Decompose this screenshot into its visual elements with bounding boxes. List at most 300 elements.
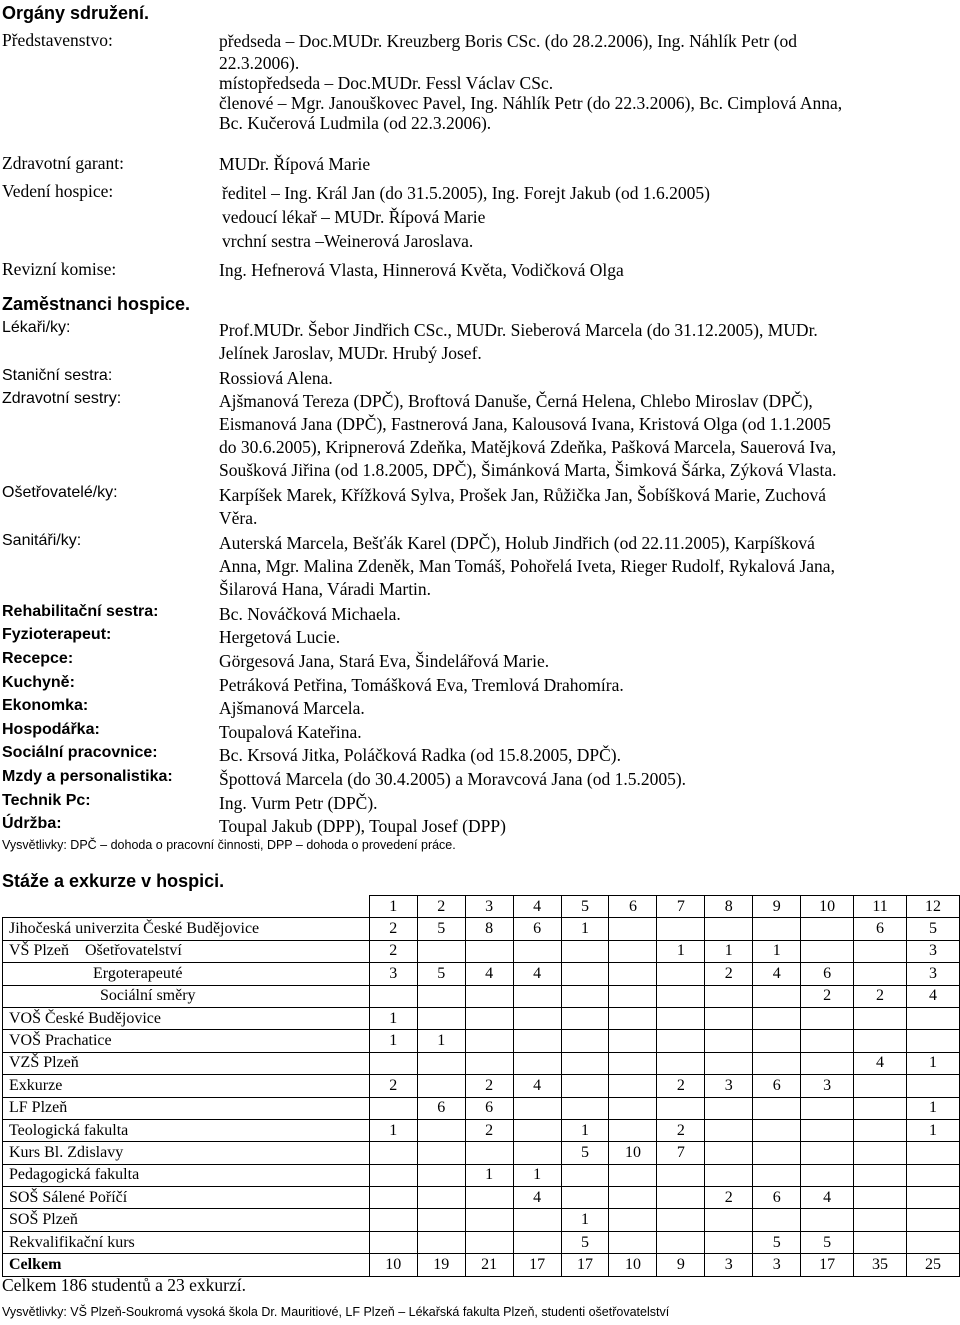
table-cell <box>465 1142 513 1164</box>
table-cell: 1 <box>369 1007 417 1029</box>
table-cell <box>609 940 657 962</box>
value-line: Toupalová Kateřina. <box>219 722 362 742</box>
row-value <box>219 697 365 720</box>
table-cell <box>561 1164 609 1186</box>
table-cell: 10 <box>609 1142 657 1164</box>
row-label: Ekonomka: <box>2 697 89 714</box>
table-cell <box>369 1231 417 1253</box>
table-cell: 1 <box>561 918 609 940</box>
row-value <box>219 674 624 697</box>
column-header: 5 <box>561 896 609 918</box>
table-cell <box>609 1030 657 1052</box>
table-cell: 1 <box>705 940 753 962</box>
table-cell: 3 <box>705 1075 753 1097</box>
table-cell <box>609 985 657 1007</box>
table-cell: 1 <box>753 940 801 962</box>
table-row <box>3 1187 960 1209</box>
table-cell <box>801 1052 854 1074</box>
table-cell <box>609 1075 657 1097</box>
value-line: Ajšmanová Marcela. <box>219 698 365 718</box>
column-header: 11 <box>854 896 907 918</box>
column-header: 4 <box>513 896 561 918</box>
row-label: Představenstvo: <box>2 30 113 50</box>
table-cell <box>705 1097 753 1119</box>
value-line: Ing. Hefnerová Vlasta, Hinnerová Květa, Vodičková Olga <box>219 260 624 280</box>
row-label <box>3 1030 370 1052</box>
table-cell <box>854 1209 907 1231</box>
table-cell <box>609 1119 657 1141</box>
column-header: 3 <box>465 896 513 918</box>
row-label: Mzdy a personalistika: <box>2 768 173 785</box>
table-cell: 2 <box>369 918 417 940</box>
table-cell: 3 <box>705 1254 753 1276</box>
value-line: Ajšmanová Tereza (DPČ), Broftová Danuše, Černá Helena, Chlebo Miroslav (DPČ), <box>219 391 813 411</box>
row-label: Sanitáři/ky: <box>2 532 82 549</box>
row-label-text: VZŠ Plzeň <box>9 1054 79 1072</box>
table-cell <box>854 940 907 962</box>
column-header: 8 <box>705 896 753 918</box>
row-value <box>219 626 340 649</box>
row-value <box>219 532 835 601</box>
table-cell <box>609 1231 657 1253</box>
table-cell: 6 <box>417 1097 465 1119</box>
table-row <box>3 1209 960 1231</box>
row-label <box>3 1254 370 1276</box>
table-cell <box>753 1052 801 1074</box>
row-label: Hospodářka: <box>2 721 100 738</box>
value-line: členové – Mgr. Janouškovec Pavel, Ing. Náhlík Petr (do 22.3.2006), Bc. Cimplová Anna, <box>219 93 843 113</box>
value-line: 22.3.2006). <box>219 53 300 73</box>
row-value <box>219 484 826 530</box>
table-cell <box>513 1209 561 1231</box>
table-cell <box>801 1209 854 1231</box>
internships-table <box>2 895 960 1277</box>
row-label <box>3 1075 370 1097</box>
table-cell: 3 <box>907 940 960 962</box>
row-label <box>3 1007 370 1029</box>
table-cell: 4 <box>513 1187 561 1209</box>
table-cell <box>465 1187 513 1209</box>
table-row <box>3 1164 960 1186</box>
row-sublabel-text: Ošetřovatelství <box>85 942 182 960</box>
row-label-text: VOŠ České Budějovice <box>9 1009 161 1027</box>
row-label: Fyzioterapeut: <box>2 626 112 643</box>
table-cell: 9 <box>657 1254 705 1276</box>
table-cell <box>801 1142 854 1164</box>
table-cell: 5 <box>907 918 960 940</box>
row-label-text: VOŠ Prachatice <box>9 1032 112 1050</box>
table-cell <box>753 1030 801 1052</box>
table-cell <box>907 1075 960 1097</box>
table-cell: 4 <box>907 985 960 1007</box>
table-row <box>3 1007 960 1029</box>
row-label: Zdravotní garant: <box>2 153 124 173</box>
table-cell <box>801 1119 854 1141</box>
row-label: Sociální pracovnice: <box>2 744 158 761</box>
row-value <box>219 153 370 176</box>
row-value <box>219 792 378 815</box>
table-cell <box>561 1075 609 1097</box>
table-cell <box>753 1209 801 1231</box>
table-cell <box>465 985 513 1007</box>
table-cell <box>753 1142 801 1164</box>
value-line: Görgesová Jana, Stará Eva, Šindelářová Marie. <box>219 651 550 671</box>
table-cell <box>657 1187 705 1209</box>
table-cell <box>801 940 854 962</box>
table-cell <box>753 1164 801 1186</box>
row-label-text: SOŠ Plzeň <box>9 1211 78 1229</box>
column-header: 12 <box>907 896 960 918</box>
column-header: 1 <box>369 896 417 918</box>
table-cell <box>705 985 753 1007</box>
staff-heading: Zaměstnanci hospice. <box>2 294 191 314</box>
row-label <box>3 1209 370 1231</box>
table-cell: 4 <box>854 1052 907 1074</box>
row-label <box>3 1231 370 1253</box>
row-label: Lékaři/ky: <box>2 319 71 336</box>
table-header-row <box>3 896 960 918</box>
table-cell <box>609 1052 657 1074</box>
table-cell <box>854 1119 907 1141</box>
row-value <box>219 30 842 133</box>
table-cell <box>753 918 801 940</box>
table-cell <box>907 1142 960 1164</box>
row-label <box>3 1119 370 1141</box>
row-label-text: Exkurze <box>9 1076 63 1094</box>
table-cell <box>417 940 465 962</box>
table-row <box>3 1030 960 1052</box>
table-cell: 17 <box>561 1254 609 1276</box>
table-cell: 4 <box>513 963 561 985</box>
column-header: 7 <box>657 896 705 918</box>
table-cell: 3 <box>369 963 417 985</box>
table-cell <box>369 1052 417 1074</box>
table-cell: 25 <box>907 1254 960 1276</box>
table-cell: 5 <box>561 1231 609 1253</box>
table-cell <box>513 940 561 962</box>
row-value <box>219 768 686 791</box>
row-label <box>3 1164 370 1186</box>
value-line: Prof.MUDr. Šebor Jindřich CSc., MUDr. Sieberová Marcela (do 31.12.2005), MUDr. <box>219 320 818 340</box>
row-label-text: Teologická fakulta <box>9 1121 129 1139</box>
value-line: Věra. <box>219 508 258 528</box>
internships-heading: Stáže a exkurze v hospici. <box>2 871 225 891</box>
table-cell <box>854 1231 907 1253</box>
table-cell <box>657 1231 705 1253</box>
table-cell <box>369 1097 417 1119</box>
table-cell <box>753 1007 801 1029</box>
table-cell: 35 <box>854 1254 907 1276</box>
row-value <box>219 744 621 767</box>
table-cell <box>854 1007 907 1029</box>
value-line: Eismanová Jana (DPČ), Fastnerová Jana, Kalousová Ivana, Kristová Olga (od 1.1.2005 <box>219 414 831 434</box>
table-cell: 4 <box>753 963 801 985</box>
table-row <box>3 1142 960 1164</box>
value-line: Bc. Nováčková Michaela. <box>219 604 401 624</box>
table-cell: 6 <box>753 1075 801 1097</box>
table-cell <box>907 1231 960 1253</box>
table-cell: 6 <box>801 963 854 985</box>
row-value <box>219 721 362 744</box>
table-cell <box>907 1187 960 1209</box>
table-cell <box>561 1030 609 1052</box>
table-cell <box>561 1007 609 1029</box>
table-cell <box>657 1164 705 1186</box>
table-cell <box>657 963 705 985</box>
table-cell: 4 <box>513 1075 561 1097</box>
organs-heading: Orgány sdružení. <box>2 3 150 23</box>
value-line: Jelínek Jaroslav, MUDr. Hrubý Josef. <box>219 343 482 363</box>
table-cell: 5 <box>561 1142 609 1164</box>
row-label-text: Jihočeská univerzita České Budějovice <box>9 920 260 938</box>
table-cell <box>609 1097 657 1119</box>
row-label-text: VŠ Plzeň <box>9 942 69 960</box>
row-label: Zdravotní sestry: <box>2 390 122 407</box>
value-line: Karpíšek Marek, Křížková Sylva, Prošek Jan, Růžička Jan, Šobíšková Marie, Zuchová <box>219 485 827 505</box>
value-line: vedoucí lékař – MUDr. Řípová Marie <box>222 207 486 227</box>
column-header: 10 <box>801 896 854 918</box>
table-cell: 1 <box>561 1119 609 1141</box>
row-label: Údržba: <box>2 815 62 832</box>
table-cell: 1 <box>417 1030 465 1052</box>
value-line: předseda – Doc.MUDr. Kreuzberg Boris CSc. (do 28.2.2006), Ing. Náhlík Petr (od <box>219 31 798 51</box>
table-cell <box>417 1075 465 1097</box>
table-cell <box>417 1052 465 1074</box>
table-cell <box>705 1119 753 1141</box>
table-cell <box>907 1030 960 1052</box>
header-corner <box>3 896 370 918</box>
table-cell <box>609 1007 657 1029</box>
table-cell <box>609 1187 657 1209</box>
table-row <box>3 1097 960 1119</box>
table-cell: 2 <box>369 1075 417 1097</box>
table-cell <box>369 1164 417 1186</box>
table-cell <box>657 1097 705 1119</box>
table-cell <box>561 985 609 1007</box>
table-cell <box>854 1030 907 1052</box>
row-label <box>3 940 370 962</box>
table-cell <box>801 1030 854 1052</box>
table-cell <box>705 918 753 940</box>
table-cell <box>854 1097 907 1119</box>
row-value <box>219 367 333 390</box>
table-cell <box>657 1052 705 1074</box>
table-cell <box>513 985 561 1007</box>
table-cell: 8 <box>465 918 513 940</box>
table-cell <box>417 1187 465 1209</box>
row-label: Kuchyně: <box>2 674 75 691</box>
table-cell <box>705 1209 753 1231</box>
table-cell <box>513 1231 561 1253</box>
row-label-text: Kurs Bl. Zdislavy <box>9 1143 124 1161</box>
table-cell: 6 <box>854 918 907 940</box>
table-cell <box>369 985 417 1007</box>
table-cell <box>417 1209 465 1231</box>
table-cell <box>801 1007 854 1029</box>
table-cell: 1 <box>907 1119 960 1141</box>
table-cell: 6 <box>465 1097 513 1119</box>
table-cell: 5 <box>753 1231 801 1253</box>
table-cell <box>561 940 609 962</box>
table-cell: 2 <box>705 1187 753 1209</box>
table-cell <box>369 1142 417 1164</box>
table-cell <box>854 1164 907 1186</box>
table-cell <box>705 1052 753 1074</box>
table-cell <box>705 1142 753 1164</box>
value-line: Toupal Jakub (DPP), Toupal Josef (DPP) <box>219 816 506 836</box>
value-line: do 30.6.2005), Kripnerová Zdeňka, Matějková Zdeňka, Pašková Marcela, Sauerová Iva, <box>219 437 837 457</box>
table-cell <box>417 1142 465 1164</box>
table-cell <box>753 985 801 1007</box>
table-cell <box>465 1030 513 1052</box>
row-label: Staniční sestra: <box>2 367 113 384</box>
table-row <box>3 963 960 985</box>
value-line: Rossiová Alena. <box>219 368 333 388</box>
value-line: Anna, Mgr. Malina Zdeněk, Man Tomáš, Pohořelá Iveta, Rieger Rudolf, Rykalová Jana, <box>219 556 835 576</box>
table-cell: 17 <box>513 1254 561 1276</box>
table-cell <box>854 1075 907 1097</box>
table-cell <box>465 940 513 962</box>
row-label-text: LF Plzeň <box>9 1099 68 1117</box>
table-cell: 5 <box>417 963 465 985</box>
internships-note: Vysvětlivky: VŠ Plzeň-Soukromá vysoká škola Dr. Mauritiové, LF Plzeň – Lékařská fakulta Plzeň, studenti ošetřovatelství <box>2 1305 670 1319</box>
table-cell <box>417 1007 465 1029</box>
table-cell <box>907 1007 960 1029</box>
table-row <box>3 940 960 962</box>
value-line: Hergetová Lucie. <box>219 627 341 647</box>
value-line: Soušková Jiřina (od 1.8.2005, DPČ), Šimánková Marta, Šimková Šárka, Zýková Vlasta. <box>219 460 837 480</box>
table-cell: 2 <box>705 963 753 985</box>
row-label: Recepce: <box>2 650 74 667</box>
table-cell: 1 <box>369 1030 417 1052</box>
value-line: vrchní sestra –Weinerová Jaroslava. <box>222 231 474 251</box>
value-line: místopředseda – Doc.MUDr. Fessl Václav CSc. <box>219 73 554 93</box>
table-cell <box>657 1007 705 1029</box>
table-cell <box>513 1142 561 1164</box>
column-header: 9 <box>753 896 801 918</box>
table-cell: 4 <box>465 963 513 985</box>
staff-note: Vysvětlivky: DPČ – dohoda o pracovní činnosti, DPP – dohoda o provedení práce. <box>2 838 456 852</box>
table-cell <box>465 1007 513 1029</box>
row-label <box>3 1142 370 1164</box>
table-cell <box>657 918 705 940</box>
value-line: MUDr. Řípová Marie <box>219 154 371 174</box>
table-cell <box>609 1209 657 1231</box>
table-cell <box>609 1164 657 1186</box>
table-cell <box>417 985 465 1007</box>
table-cell <box>513 1119 561 1141</box>
table-cell <box>753 1119 801 1141</box>
table-row <box>3 985 960 1007</box>
row-label: Rehabilitační sestra: <box>2 603 159 620</box>
table-cell <box>854 963 907 985</box>
table-cell <box>561 1187 609 1209</box>
table-row <box>3 1231 960 1253</box>
table-cell <box>465 1209 513 1231</box>
table-cell: 3 <box>753 1254 801 1276</box>
table-cell <box>801 918 854 940</box>
table-cell: 2 <box>369 940 417 962</box>
table-cell: 3 <box>907 963 960 985</box>
table-cell <box>854 1142 907 1164</box>
row-label: Technik Pc: <box>2 792 91 809</box>
table-cell <box>801 1164 854 1186</box>
value-line: Šilarová Hana, Váradi Martin. <box>219 579 432 599</box>
table-cell <box>801 1097 854 1119</box>
row-value <box>219 390 836 482</box>
table-cell: 5 <box>417 918 465 940</box>
table-cell <box>369 1209 417 1231</box>
table-cell: 1 <box>907 1052 960 1074</box>
table-cell: 21 <box>465 1254 513 1276</box>
row-label <box>3 1187 370 1209</box>
table-cell: 4 <box>801 1187 854 1209</box>
table-cell <box>705 1030 753 1052</box>
table-cell: 1 <box>657 940 705 962</box>
table-row <box>3 918 960 940</box>
value-line: Auterská Marcela, Bešťák Karel (DPČ), Holub Jindřich (od 22.11.2005), Karpíšková <box>219 533 815 553</box>
row-label <box>3 963 370 985</box>
row-label: Ošetřovatelé/ky: <box>2 484 118 501</box>
row-value <box>219 259 624 282</box>
table-cell <box>657 1209 705 1231</box>
row-label <box>3 985 370 1007</box>
table-cell: 1 <box>369 1119 417 1141</box>
table-cell <box>465 1052 513 1074</box>
table-cell <box>657 985 705 1007</box>
row-label-text: SOŠ Sálené Poříčí <box>9 1188 128 1206</box>
row-value <box>219 603 401 626</box>
table-cell <box>854 1187 907 1209</box>
row-value <box>222 181 710 253</box>
table-cell: 7 <box>657 1142 705 1164</box>
value-line: ředitel – Ing. Král Jan (do 31.5.2005), Ing. Forejt Jakub (od 1.6.2005) <box>222 183 710 203</box>
table-cell <box>513 1030 561 1052</box>
table-cell: 6 <box>753 1187 801 1209</box>
value-line: Petráková Petřina, Tomášková Eva, Tremlová Drahomíra. <box>219 675 624 695</box>
table-cell <box>609 918 657 940</box>
table-cell: 2 <box>465 1119 513 1141</box>
row-label-text: Ergoterapeuté <box>93 964 183 982</box>
table-cell: 2 <box>854 985 907 1007</box>
table-cell <box>561 1097 609 1119</box>
table-cell: 10 <box>369 1254 417 1276</box>
table-cell: 5 <box>801 1231 854 1253</box>
table-cell: 17 <box>801 1254 854 1276</box>
table-cell: 1 <box>561 1209 609 1231</box>
row-label-text: Pedagogická fakulta <box>9 1166 140 1184</box>
row-label: Revizní komise: <box>2 259 117 279</box>
table-cell: 19 <box>417 1254 465 1276</box>
row-label <box>3 918 370 940</box>
table-row <box>3 1052 960 1074</box>
value-line: Špottová Marcela (do 30.4.2005) a Moravcová Jana (od 1.5.2005). <box>219 769 687 789</box>
table-cell: 2 <box>801 985 854 1007</box>
table-cell <box>513 1007 561 1029</box>
value-line: Bc. Kučerová Ludmila (od 22.3.2006). <box>219 113 492 133</box>
row-label-text: Rekvalifikační kurs <box>9 1233 135 1251</box>
table-cell <box>417 1164 465 1186</box>
row-label-text: Sociální směry <box>100 987 196 1005</box>
row-label <box>3 1052 370 1074</box>
row-label <box>3 1097 370 1119</box>
table-cell <box>705 1007 753 1029</box>
table-cell <box>513 1097 561 1119</box>
table-cell <box>561 1052 609 1074</box>
table-cell: 2 <box>465 1075 513 1097</box>
table-cell: 3 <box>801 1075 854 1097</box>
table-cell <box>907 1209 960 1231</box>
